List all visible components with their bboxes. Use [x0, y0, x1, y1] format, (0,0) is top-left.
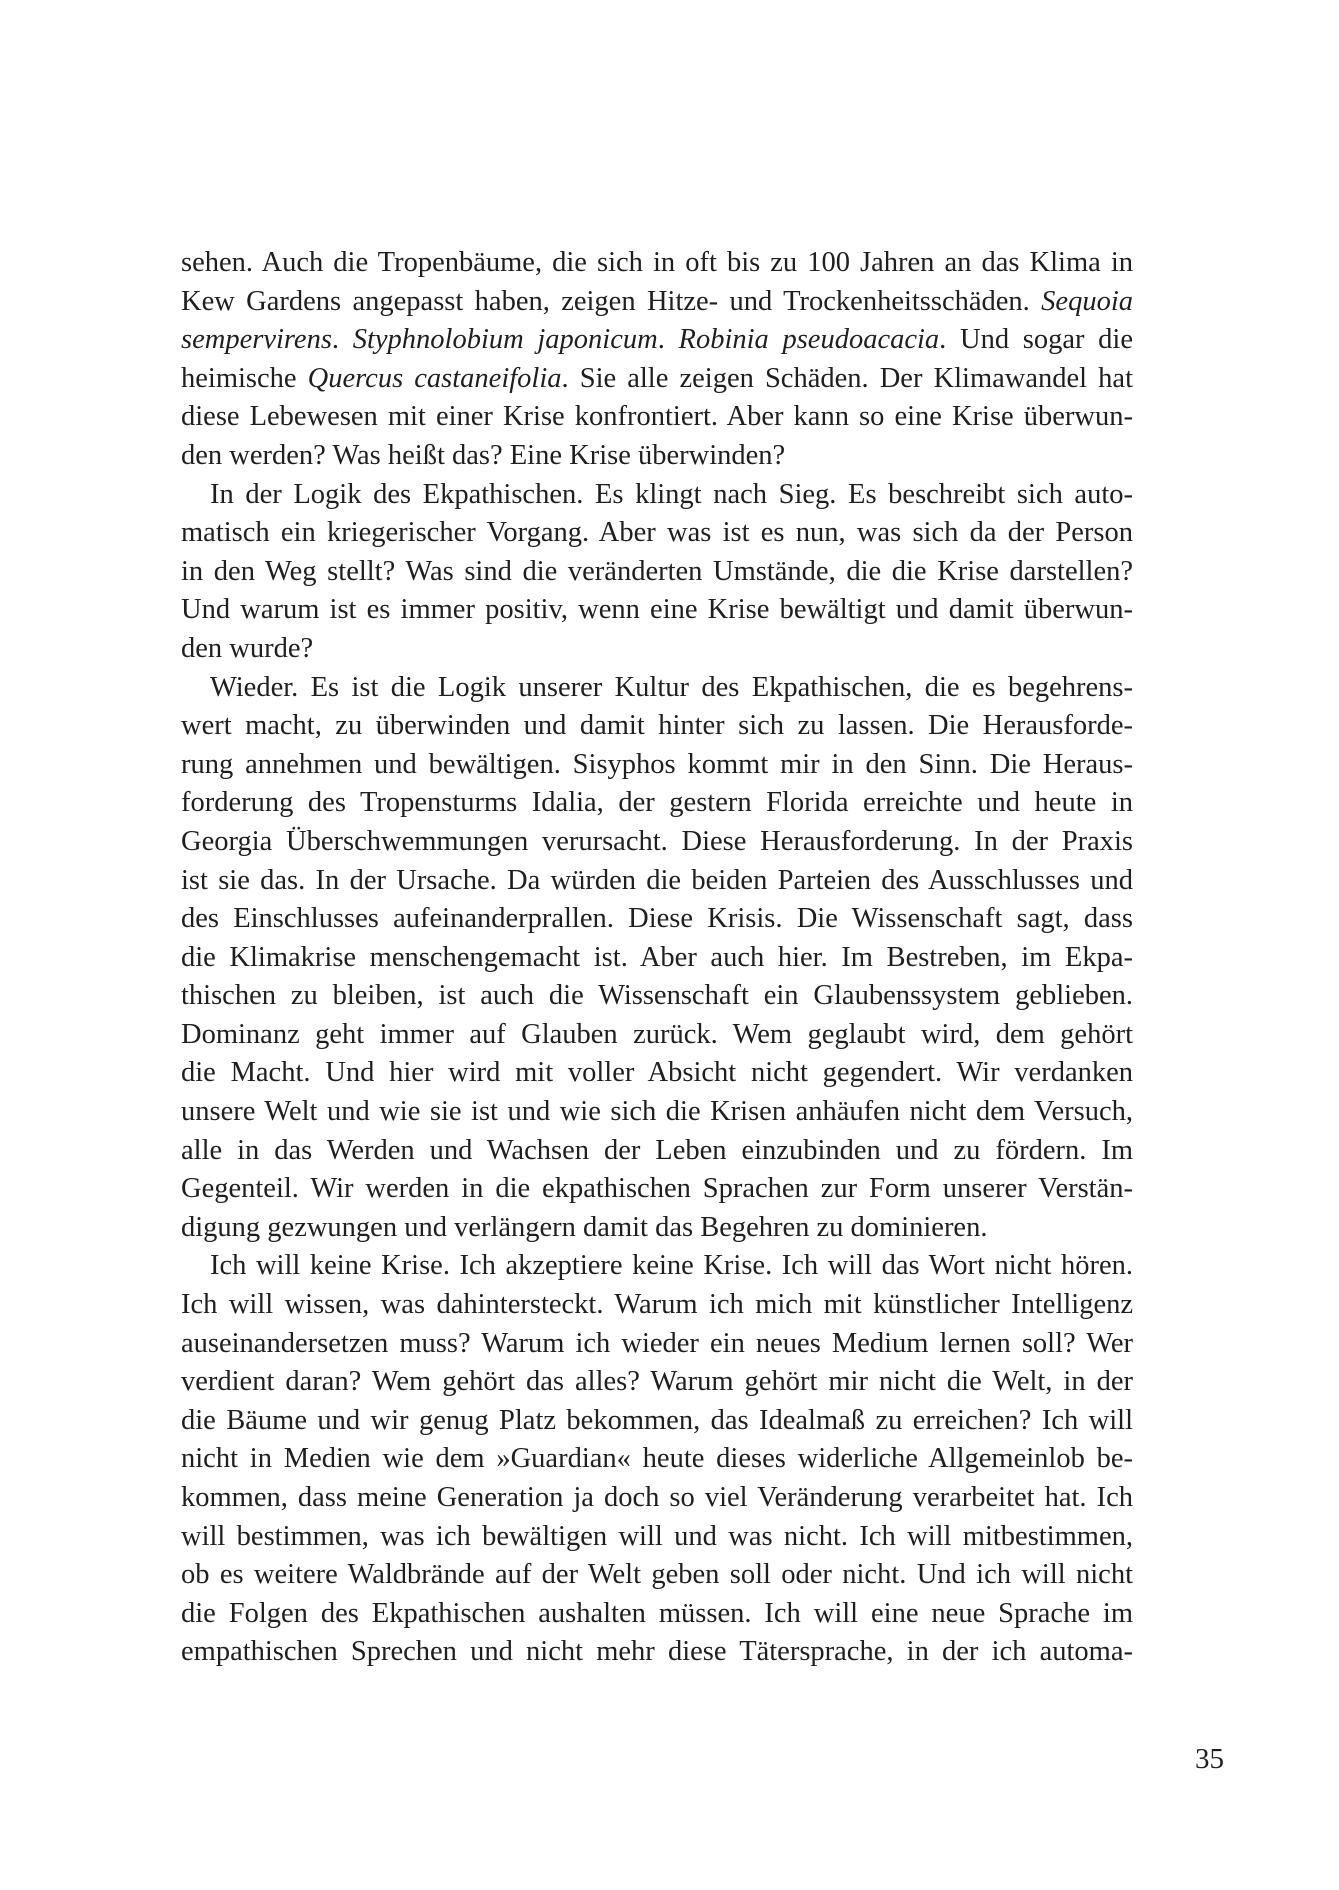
text-line	[181, 900, 1133, 939]
paragraph	[181, 669, 1133, 1248]
italic-species-name: Styphnolobium japonicum	[352, 324, 658, 356]
text-run: Gegenteil. Wir werden in die ekpathischen Sprachen zur Form unserer Verstän-	[181, 1173, 1133, 1205]
text-line	[181, 1054, 1133, 1093]
text-line	[181, 1247, 1133, 1286]
text-line	[181, 1633, 1133, 1672]
text-line	[181, 1286, 1133, 1325]
text-line	[181, 977, 1133, 1016]
text-line	[181, 1363, 1133, 1402]
text-run: . Sie alle zeigen Schäden. Der Klimawandel hat	[561, 362, 1134, 394]
text-run: ob es weitere Waldbrände auf der Welt geben soll oder nicht. Und ich will nicht	[181, 1559, 1133, 1591]
text-line	[181, 553, 1133, 592]
text-run: Kew Gardens angepasst haben, zeigen Hitze- und Trockenheitsschäden.	[181, 285, 1042, 317]
paragraph	[181, 476, 1133, 669]
text-run: die Bäume und wir genug Platz bekommen, das Idealmaß zu erreichen? Ich will	[181, 1404, 1133, 1436]
text-run: Georgia Überschwemmungen verursacht. Diese Herausforderung. In der Praxis	[181, 825, 1133, 857]
text-line	[181, 398, 1133, 437]
text-run: Und warum ist es immer positiv, wenn eine Krise bewältigt und damit überwun-	[181, 594, 1133, 626]
italic-species-name: Robinia pseudoacacia	[678, 324, 940, 356]
text-line	[181, 360, 1133, 399]
text-line	[181, 630, 1133, 669]
text-run: nicht in Medien wie dem »Guardian« heute dieses widerliche Allgemeinlob be-	[181, 1443, 1133, 1475]
text-line	[181, 1209, 1133, 1248]
text-run: die Macht. Und hier wird mit voller Absicht nicht gegendert. Wir verdanken	[181, 1057, 1133, 1089]
text-run: .	[657, 324, 679, 356]
text-run: wert macht, zu überwinden und damit hinter sich zu lassen. Die Herausforde-	[181, 710, 1133, 742]
text-line	[181, 939, 1133, 978]
text-line	[181, 784, 1133, 823]
text-line	[181, 823, 1133, 862]
text-run: digung gezwungen und verlängern damit das Begehren zu dominieren.	[181, 1211, 988, 1243]
text-run: sehen. Auch die Tropenbäume, die sich in oft bis zu 100 Jahren an das Klima in	[181, 247, 1133, 278]
text-line	[181, 1132, 1133, 1171]
text-line	[181, 283, 1133, 322]
text-line	[181, 514, 1133, 553]
text-run: Dominanz geht immer auf Glauben zurück. Wem geglaubt wird, dem gehört	[181, 1018, 1133, 1050]
text-line	[181, 1093, 1133, 1132]
text-line	[181, 746, 1133, 785]
text-line	[181, 1556, 1133, 1595]
text-run: diese Lebewesen mit einer Krise konfrontiert. Aber kann so eine Krise überwun-	[181, 401, 1133, 433]
text-line	[181, 476, 1133, 515]
text-run: heimische	[181, 362, 308, 394]
text-line	[181, 437, 1133, 476]
text-run: forderung des Tropensturms Idalia, der gestern Florida erreichte und heute in	[181, 787, 1133, 819]
text-run: des Einschlusses aufeinanderprallen. Diese Krisis. Die Wissenschaft sagt, dass	[181, 903, 1133, 935]
text-run: In der Logik des Ekpathischen. Es klingt nach Sieg. Es beschreibt sich auto-	[210, 478, 1133, 510]
text-line	[181, 244, 1133, 283]
text-run: unsere Welt und wie sie ist und wie sich die Krisen anhäufen nicht dem Versuch,	[181, 1096, 1133, 1128]
italic-species-name: Sequoia	[1041, 285, 1133, 317]
text-line	[181, 1016, 1133, 1055]
text-run: auseinandersetzen muss? Warum ich wieder ein neues Medium lernen soll? Wer	[181, 1327, 1133, 1359]
text-line	[181, 862, 1133, 901]
text-run: . Und sogar die	[939, 324, 1133, 356]
text-line	[181, 321, 1133, 360]
text-run: die Folgen des Ekpathischen aushalten müssen. Ich will eine neue Sprache im	[181, 1597, 1133, 1629]
page-number: 35	[1195, 1743, 1224, 1775]
text-line	[181, 591, 1133, 630]
text-run: empathischen Sprechen und nicht mehr diese Tätersprache, in der ich automa-	[181, 1636, 1133, 1668]
text-run: in den Weg stellt? Was sind die veränderten Umstände, die die Krise darstellen?	[181, 555, 1133, 587]
text-line	[181, 1518, 1133, 1557]
text-line	[181, 669, 1133, 708]
text-run: will bestimmen, was ich bewältigen will und was nicht. Ich will mitbestimmen,	[181, 1520, 1133, 1552]
text-run: Wieder. Es ist die Logik unserer Kultur des Ekpathischen, die es begehrens-	[210, 671, 1133, 703]
text-run: .	[331, 324, 353, 356]
text-run: kommen, dass meine Generation ja doch so viel Veränderung verarbeitet hat. Ich	[181, 1482, 1133, 1513]
text-run: ist sie das. In der Ursache. Da würden die beiden Parteien des Ausschlusses und	[181, 864, 1133, 896]
italic-species-name: Quercus castaneifolia	[307, 362, 562, 394]
text-line	[181, 1402, 1133, 1441]
text-run: den wurde?	[181, 632, 314, 664]
text-run: verdient daran? Wem gehört das alles? Warum gehört mir nicht die Welt, in der	[181, 1366, 1133, 1398]
text-line	[181, 707, 1133, 746]
paragraph	[181, 244, 1133, 476]
text-line	[181, 1595, 1133, 1634]
text-run: rung annehmen und bewältigen. Sisyphos kommt mir in den Sinn. Die Heraus-	[181, 748, 1133, 780]
text-run: Ich will wissen, was dahintersteckt. Warum ich mich mit künstlicher Intelligenz	[181, 1289, 1133, 1321]
text-run: thischen zu bleiben, ist auch die Wissenschaft ein Glaubenssystem geblieben.	[181, 980, 1133, 1012]
text-line	[181, 1325, 1133, 1364]
text-line	[181, 1440, 1133, 1479]
text-run: Ich will keine Krise. Ich akzeptiere keine Krise. Ich will das Wort nicht hören.	[210, 1250, 1133, 1282]
text-run: alle in das Werden und Wachsen der Leben einzubinden und zu fördern. Im	[181, 1134, 1133, 1166]
text-run: matisch ein kriegerischer Vorgang. Aber was ist es nun, was sich da der Person	[181, 517, 1133, 549]
text-run: den werden? Was heißt das? Eine Krise überwinden?	[181, 439, 786, 471]
text-run: die Klimakrise menschengemacht ist. Aber auch hier. Im Bestreben, im Ekpa-	[181, 941, 1133, 973]
italic-species-name: sempervirens	[181, 324, 332, 356]
text-line	[181, 1170, 1133, 1209]
paragraph	[181, 1247, 1133, 1672]
body-text	[181, 244, 1133, 1672]
text-line	[181, 1479, 1133, 1518]
